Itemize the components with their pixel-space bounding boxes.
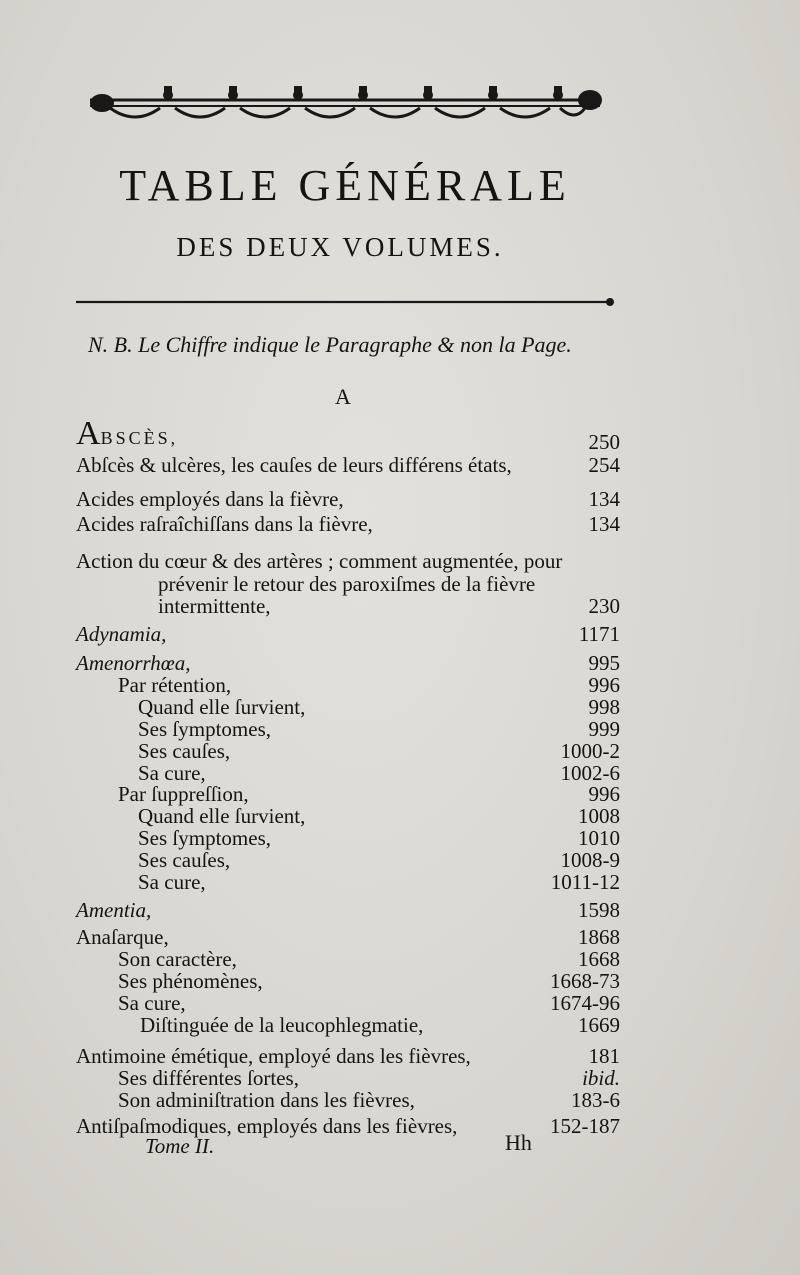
entry-text: Antiſpaſmodiques, employés dans les fièvres,: [76, 1114, 458, 1138]
entry-text: Quand elle ſurvient,: [138, 804, 306, 828]
entry-number: 1008-9: [560, 848, 620, 872]
entry-number: 183-6: [571, 1088, 620, 1112]
entry-text: Amentia,: [76, 898, 152, 922]
entry-text: Abſcès & ulcères, les cauſes de leurs différens états,: [76, 453, 512, 477]
entry-number: ibid.: [582, 1066, 620, 1090]
page-title: TABLE GÉNÉRALE: [119, 161, 571, 210]
nota-bene-prefix: N. B.: [88, 332, 133, 357]
entry-number: 134: [588, 487, 620, 511]
entry-text: Ses cauſes,: [138, 739, 231, 763]
entry-text: Amenorrhœa,: [76, 651, 191, 675]
entry-number: 998: [588, 695, 620, 719]
entry-text: Sa cure,: [138, 870, 206, 894]
entry-text: Son caractère,: [118, 947, 237, 971]
entry-number: 230: [588, 594, 620, 618]
entry-text: Son adminiſtration dans les fièvres,: [118, 1088, 415, 1112]
gathering-signature: Hh: [505, 1130, 532, 1155]
entry-text: intermittente,: [158, 594, 271, 618]
entry-number: 1598: [578, 898, 620, 922]
entry-text: Sa cure,: [138, 761, 206, 785]
entry-text: Par rétention,: [118, 673, 232, 697]
entry-number: 181: [588, 1044, 620, 1068]
entry-number: 250: [588, 430, 620, 454]
nota-bene-text: Le Chiffre indique le Paragraphe & non la Page.: [138, 332, 572, 357]
entry-number: 1011-12: [550, 870, 620, 894]
entry-number: 254: [588, 453, 620, 477]
entry-text: Ses différentes ſortes,: [118, 1066, 299, 1090]
entry-number: 1000-2: [560, 739, 620, 763]
entry-text: Quand elle ſurvient,: [138, 695, 306, 719]
volume-signature: Tome II.: [145, 1134, 215, 1158]
entry-text: prévenir le retour des paroxiſmes de la fièvre: [158, 572, 536, 596]
entry-text: Ses cauſes,: [138, 848, 231, 872]
entry-number: 996: [588, 673, 620, 697]
entry-number: 995: [588, 651, 620, 675]
entry-number: 134: [588, 512, 620, 536]
entry-text: Ses phénomènes,: [118, 969, 263, 993]
entry-text: Diſtinguée de la leucophlegmatie,: [140, 1013, 424, 1037]
entry-number: 1868: [578, 925, 620, 949]
section-letter: A: [335, 384, 351, 409]
entry-number: 1674-96: [550, 991, 620, 1015]
entry-number: 1002-6: [560, 761, 620, 785]
entry-number: 999: [588, 717, 620, 741]
entry-text: BSCÈS,: [100, 428, 179, 448]
entry-text: Action du cœur & des artères ; comment augmentée, pour: [76, 549, 563, 573]
entry-text: Antimoine émétique, employé dans les fièvres,: [76, 1044, 471, 1068]
page-subtitle: DES DEUX VOLUMES.: [176, 232, 504, 262]
entry-number: 1669: [578, 1013, 620, 1037]
entry-text: Sa cure,: [118, 991, 186, 1015]
entry-number: 1171: [578, 622, 620, 646]
entry-number: 1668: [578, 947, 620, 971]
entry-number: 1010: [578, 826, 620, 850]
entry-number: 996: [588, 782, 620, 806]
entry-text: Acides employés dans la fièvre,: [76, 487, 344, 511]
entry-number: 1668-73: [550, 969, 620, 993]
entry-text: Ses ſymptomes,: [138, 717, 272, 741]
entry-text: Anaſarque,: [76, 925, 169, 949]
drop-capital: A: [76, 415, 101, 452]
entry-text: Ses ſymptomes,: [138, 826, 272, 850]
entry-text: Acides raſraîchiſſans dans la fièvre,: [76, 512, 373, 536]
entry-text: Adynamia,: [76, 622, 167, 646]
entry-text: Par ſuppreſſion,: [118, 782, 249, 806]
entry-number: 1008: [578, 804, 620, 828]
entry-number: 152-187: [550, 1114, 620, 1138]
